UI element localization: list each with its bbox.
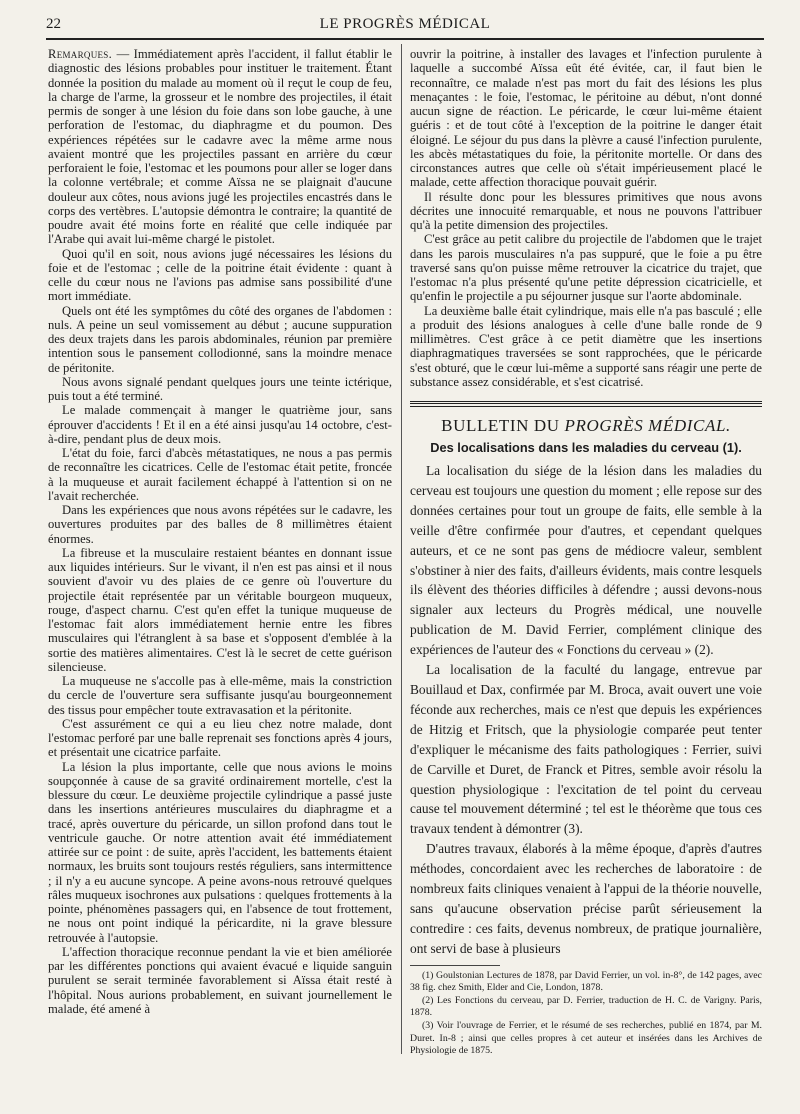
right-column	[410, 47, 762, 1058]
section-title: Des localisations dans les maladies du cerveau (1).	[430, 440, 742, 455]
footnote: (2) Les Fonctions du cerveau, par D. Ferrier, traduction de H. C. de Varigny. Paris, 1878.	[410, 994, 762, 1019]
paragraph: L'état du foie, farci d'abcès métastatiques, ne nous a pas permis de reconnaître les cicatrices. Celle de l'estomac était petite, froncée à la muqueuse et aurait facilement échappé à l'attention si on ne l'avait recherchée.	[48, 446, 392, 503]
footnote: (1) Goulstonian Lectures de 1878, par David Ferrier, un vol. in-8°, de 142 pages, avec 38 fig. chez Smith, Elder and Cie, London, 1878.	[410, 969, 762, 994]
paragraph: La localisation du siége de la lésion dans les maladies du cerveau est toujours une question du moment ; elle repose sur des données certaines pour tout un groupe de faits, elle semble à la veille d'être confirmée pour d'autres, et cependant quelques auteurs, et ce ne sont pas gens de médiocre valeur, semblent s'obstiner à nier des faits, d'ailleurs évidents, mais contre lesquels ils élèvent des théories difficiles à défendre ; aussi devons-nous signaler aux lecteurs du Progrès médical, une nouvelle publication de M. David Ferrier, complément clinique des expériences de l'auteur des « Fonctions du cerveau » (2).	[410, 463, 762, 658]
bulletin-rule	[410, 406, 762, 407]
header-rule	[46, 38, 764, 40]
paragraph: Quels ont été les symptômes du côté des organes de l'abdomen : nuls. A peine un seul vomissement au début ; aucune suppuration des deux trajets dans les parois abdominales, réunion par première intention sous le pansement collodionné, sans la moindre menace de péritonite.	[48, 303, 392, 375]
paragraph: Quoi qu'il en soit, nous avions jugé nécessaires les lésions du foie et de l'estomac ; celle de la poitrine était évidente : quant à celle du cœur nous ne l'avions pas admise sans possibilité d'une mort immédiate.	[48, 246, 392, 304]
paragraph: La muqueuse ne s'accolle pas à elle-même, mais la constriction du cercle de l'ouverture sera suffisante jusqu'au bourgeonnement des tissus pour empêcher toute extravasation et la péritonite.	[48, 674, 392, 717]
paragraph: C'est grâce au petit calibre du projectile de l'abdomen que le trajet dans les parois musculaires n'a pas suppuré, que le foie a pu être traversé sans qu'on puisse même retrouver la cicatrice du trajet, que l'estomac n'a plus présenté qu'une petite dépression cicatricielle, et qu'enfin le projectile a pu séjourner jusque sur l'aorte abdominale.	[410, 232, 762, 304]
bulletin-title-journal: PROGRÈS MÉDICAL.	[564, 416, 731, 435]
paragraph	[48, 47, 392, 247]
page-number: 22	[46, 16, 61, 32]
page-header	[46, 14, 764, 36]
paragraph: C'est assurément ce qui a eu lieu chez notre malade, dont l'estomac perforé par une balle reprenait ses fonctions après 4 jours, et présentait une cicatrice parfaite.	[48, 716, 392, 760]
left-column	[48, 47, 392, 1016]
bulletin-title	[410, 415, 762, 437]
paragraph: Dans les expériences que nous avons répétées sur le cadavre, les ouvertures produites par des balles de 8 millimètres étaient énormes.	[48, 503, 392, 546]
remarks-label: Remarques.	[48, 47, 113, 61]
bulletin-rule	[410, 401, 762, 404]
paragraph: Nous avons signalé pendant quelques jours une teinte ictérique, puis tout a été terminé.	[48, 374, 392, 403]
column-divider	[401, 44, 402, 1054]
paragraph: L'affection thoracique reconnue pendant la vie et bien améliorée par les différentes ponctions qui avaient évacué e liquide sanguin purulent se serait terminée favorablement si Aïssa était resté à l'hôpital. Nous aurions probablement, en suivant journellement le malade, été amené à	[48, 944, 392, 1016]
paragraph: D'autres travaux, élaborés à la même époque, d'après d'autres méthodes, concordaient avec les recherches de laboratoire : de nombreux faits cliniques venaient à l'appui de la théorie nouvelle, sans qu'aucune observation précise parût sérieusement la contredire : ces faits, devenus nombreux, de pratique journalière, ont servi de base à plusieurs	[410, 841, 762, 956]
bulletin-title-prefix: BULLETIN DU	[441, 416, 565, 435]
footnote: (3) Voir l'ouvrage de Ferrier, et le résumé de ses recherches, publié en 1874, par M. Duret. In-8 ; ainsi que celles propres à cet auteur et insérées dans les Archives de Physiologie de 1875.	[410, 1020, 762, 1057]
paragraph: La localisation de la faculté du langage, entrevue par Bouillaud et Dax, confirmée par M. Broca, avait ouvert une voie féconde aux recherches, mais ce n'est que depuis les expériences de Hitzig et Fritsch, que la physiologie comparée peut tenter d'expliquer le mécanisme des faits pathologiques : Ferrier, suivi de Carville et Duret, de Franck et Pitres, semble avoir résolu la question physiologique : l'excitation de tel point du cerveau cause tel mouvement déterminé ; tel est le théorème que tous ces travaux tendent à démontrer (3).	[410, 662, 762, 837]
paragraph: Le malade commençait à manger le quatrième jour, sans éprouver d'accidents ! Et il en a été ainsi jusqu'au 14 octobre, c'est-à-dire, pendant plus de deux mois.	[48, 403, 392, 446]
paragraph: La fibreuse et la musculaire restaient béantes en donnant issue aux liquides intérieurs. Sur le vivant, il n'en est pas ainsi et il nous souvient d'avoir vu des plaies de ce genre où l'ouverture du projectile était représentée par un véritable bourgeon muqueux, rouge, d'aspect charnu. C'est qu'en effet la tunique muqueuse de l'estomac fait alors immédiatement hernie entre les fibres musculaires qui l'étranglent à sa base et s'opposent d'emblée à la sortie des matières alimentaires. C'est là le secret de cette guérison silencieuse.	[48, 545, 392, 674]
paragraph: La lésion la plus importante, celle que nous avions le moins soupçonnée à cause de sa gravité ordinairement mortelle, c'est la blessure du cœur. Le deuxième projectile cylindrique a passé juste dans les insertions antérieures musculaires du diaphragme et a tracé, après ouverture du péricarde, un sillon profond dans tout le ventricule gauche. Or notre attention avait été immédiatement attirée sur ce point : de suite, après l'accident, les battements étaient normaux, les bruits sont toujours restés réguliers, sans intermittence ; il n'y a eu aucune syncope. A peine avons-nous retrouvé quelques râles muqueux isochrones aux pulsations : quelques frottements à la pointe, phénomènes passagers qui, en l'absence de tout frottement, ne nous ont point indiqué la péricardite, ni la grave blessure retrouvée à l'autopsie.	[48, 759, 392, 945]
paragraph-text: — Immédiatement après l'accident, il fallut établir le diagnostic des lésions probables pour instituer le traitement. Étant donnée la position du malade au moment où il reçut le coup de feu, la charge de l'arme, la grosseur et le nombre des projectiles, il était permis de songer à une lésion du foie dans son lobe gauche, à une perforation de l'estomac, du diaphragme et du poumon. Des expériences répétées sur le cadavre avec la même arme nous avaient montré que les projectiles passant en arrière du cœur perforaient le foie, l'estomac et les poumons pour aller se loger dans la colonne vertébrale; et comme Aïssa ne se plaignait d'aucune douleur aux côtes, nous avions jugé les projectiles encastrés dans le corps des vertèbres. L'autopsie démontra le contraire; la quantité de poudre avait été moins forte en réalité que celle indiquée par l'Arabe qui avait lui-même chargé le pistolet.	[48, 47, 392, 247]
footnotes	[410, 970, 762, 1058]
paragraph: Il résulte donc pour les blessures primitives que nous avons décrites une innocuité remarquable, et nous ne pouvons l'attribuer qu'à la petite dimension des projectiles.	[410, 189, 762, 232]
footnote-rule	[410, 965, 500, 966]
paragraph: ouvrir la poitrine, à installer des lavages et l'infection purulente à laquelle a succombé Aïssa eût été évitée, car, il faut bien le reconnaître, ce malade n'est pas mort du fait des lésions les plus menaçantes : le foie, l'estomac, le péritoine au début, n'ont donné aucun signe de réaction. Le péricarde, le cœur lui-même étaient guéris : et de tout côté à l'exception de la poitrine le danger était éloigné. Le séjour du pus dans la plèvre a causé l'infection purulente, les abcès métastatiques du foie, la péritonite mortelle. Or dans des circonstances autres que celle où s'était impérieusement placé le malade, cette affection thoracique pouvait guérir.	[410, 47, 762, 190]
bulletin-body	[410, 461, 762, 959]
paragraph: La deuxième balle était cylindrique, mais elle n'a pas basculé ; elle a produit des lésions analogues à celle d'une balle ronde de 9 millimètres. C'est grâce à ce petit diamètre que les insertions diaphragmatiques traversées se sont rapprochées, que le péricarde s'est obturé, que le cœur lui-même a supporté sans réagir une perte de substance assez considérable, et s'est cicatrisé.	[410, 303, 762, 389]
journal-title: LE PROGRÈS MÉDICAL	[319, 16, 491, 32]
